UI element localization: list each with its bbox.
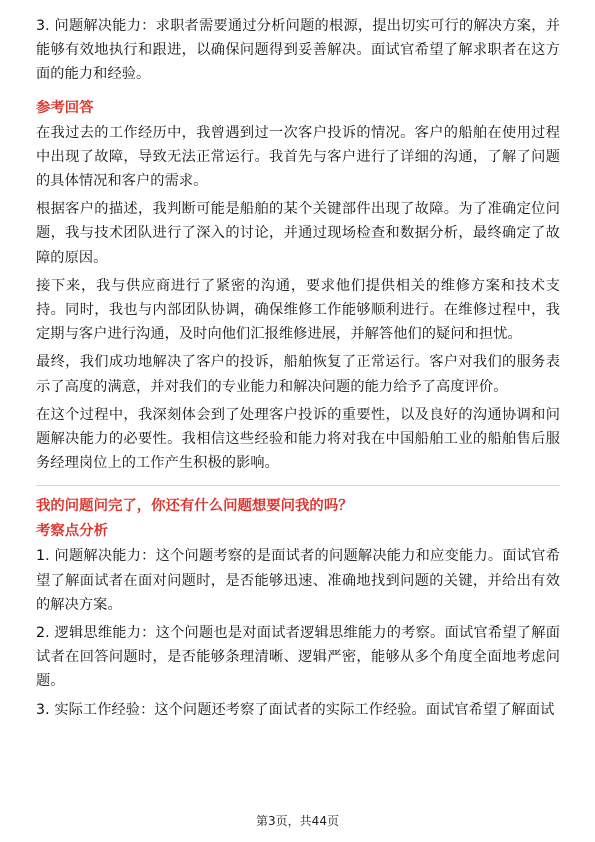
question-title: 我的问题问完了，你还有什么问题想要问我的吗？ — [36, 498, 353, 515]
answer-paragraph: 在这个过程中，我深刻体会到了处理客户投诉的重要性，以及良好的沟通协调和问题解决能力的必要性。我相信这些经验和能力将对我在中国船舶工业的船舶售后服务经理岗位上的工作产生积极的影响。 — [36, 406, 560, 472]
document-page — [36, 14, 560, 726]
analysis-item: 2. 逻辑思维能力：这个问题也是对面试者逻辑思维能力的考察。面试官希望了解面试者在回答问题时，是否能够条理清晰、逻辑严密，能够从多个角度全面地考虑问题。 — [36, 625, 560, 690]
answer-paragraph: 根据客户的描述，我判断可能是船舶的某个关键部件出现了故障。为了准确定位问题，我与技术团队进行了深入的讨论，并通过现场检查和数据分析，最终确定了故障的原因。 — [36, 201, 560, 266]
answer-paragraph: 在我过去的工作经历中，我曾遇到过一次客户投诉的情况。客户的船舶在使用过程中出现了故障，导致无法正常运行。我首先与客户进行了详细的沟通，了解了问题的具体情况和客户的需求。 — [36, 124, 560, 190]
answer-paragraph: 接下来，我与供应商进行了紧密的沟通，要求他们提供相关的维修方案和技术支持。同时，我也与内部团队协调，确保维修工作能够顺利进行。在维修过程中，我定期与客户进行沟通，及时向他们汇报维修进展，并解答他们的疑问和担忧。 — [36, 277, 560, 343]
section-divider — [36, 485, 560, 486]
page-number: 第3页，共44页 — [256, 814, 339, 828]
analysis-item: 3. 实际工作经验：这个问题还考察了面试者的实际工作经验。面试官希望了解面试 — [36, 701, 555, 718]
criteria-item-3: 3. 问题解决能力：求职者需要通过分析问题的根源，提出切实可行的解决方案，并能够有效地执行和跟进，以确保问题得到妥善解决。面试官希望了解求职者在这方面的能力和经验。 — [36, 18, 560, 83]
analysis-item: 1. 问题解决能力：这个问题考察的是面试者的问题解决能力和应变能力。面试官希望了解面试者在面对问题时，是否能够迅速、准确地找到问题的关键，并给出有效的解决方案。 — [36, 548, 560, 613]
answer-paragraph: 最终，我们成功地解决了客户的投诉，船舶恢复了正常运行。客户对我们的服务表示了高度的满意，并对我们的专业能力和解决问题的能力给予了高度评价。 — [36, 354, 560, 395]
analysis-heading: 考察点分析 — [36, 523, 108, 540]
reference-answer-heading: 参考回答 — [36, 99, 94, 116]
